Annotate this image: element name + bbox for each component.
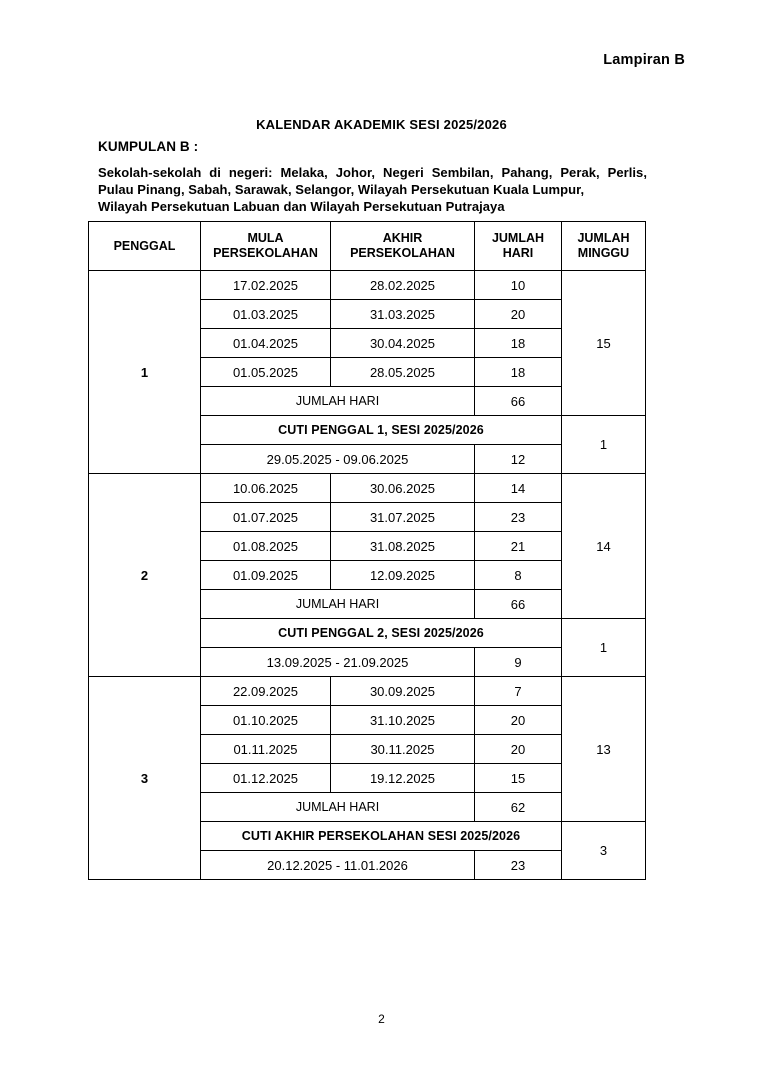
term-2-row-0-hari: 14 xyxy=(475,474,562,503)
term-1-row-2-mula: 01.04.2025 xyxy=(201,329,331,358)
term-2-total-label: JUMLAH HARI xyxy=(201,590,475,619)
term-2-holiday-title: CUTI PENGGAL 2, SESI 2025/2026 xyxy=(201,619,562,648)
term-2-row-2-hari: 21 xyxy=(475,532,562,561)
term-3-row-3-akhir: 19.12.2025 xyxy=(331,764,475,793)
column-header-akhir-line2: PERSEKOLAHAN xyxy=(350,246,455,260)
term-3-row-0-hari: 7 xyxy=(475,677,562,706)
term-3-row-0-mula: 22.09.2025 xyxy=(201,677,331,706)
column-header-akhir-line1: AKHIR xyxy=(382,231,423,245)
term-3-total-label: JUMLAH HARI xyxy=(201,793,475,822)
page-number: 2 xyxy=(378,1012,385,1026)
appendix-label: Lampiran B xyxy=(603,52,685,68)
group-label: KUMPULAN B : xyxy=(98,139,199,154)
term-1-row-1-hari: 20 xyxy=(475,300,562,329)
term-2-total-days: 66 xyxy=(475,590,562,619)
column-header-mula-line2: PERSEKOLAHAN xyxy=(213,246,318,260)
column-header-mula-line1: MULA xyxy=(247,231,284,245)
term-1-row-1-mula: 01.03.2025 xyxy=(201,300,331,329)
term-3-row-0-akhir: 30.09.2025 xyxy=(331,677,475,706)
term-1-holiday-title: CUTI PENGGAL 1, SESI 2025/2026 xyxy=(201,416,562,445)
term-1-row-2-hari: 18 xyxy=(475,329,562,358)
table-row xyxy=(89,474,646,503)
term-1-total-label: JUMLAH HARI xyxy=(201,387,475,416)
term-1-row-0-hari: 10 xyxy=(475,271,562,300)
term-2-row-2-akhir: 31.08.2025 xyxy=(331,532,475,561)
term-1-weeks: 15 xyxy=(562,271,646,416)
column-header-jumlah-hari xyxy=(475,222,562,271)
column-header-jumlah-minggu xyxy=(562,222,646,271)
term-3-weeks: 13 xyxy=(562,677,646,822)
column-header-jumlah-hari-line2: HARI xyxy=(502,246,534,260)
term-2-row-3-hari: 8 xyxy=(475,561,562,590)
term-1-row-3-hari: 18 xyxy=(475,358,562,387)
table-row xyxy=(89,271,646,300)
term-2-row-3-mula: 01.09.2025 xyxy=(201,561,331,590)
term-3-row-1-hari: 20 xyxy=(475,706,562,735)
group-description-line2: Wilayah Persekutuan Labuan dan Wilayah Persekutuan Putrajaya xyxy=(98,199,505,214)
academic-calendar-table xyxy=(88,221,646,880)
term-3-row-1-akhir: 31.10.2025 xyxy=(331,706,475,735)
term-1-holiday-days: 12 xyxy=(475,445,562,474)
table-header-row xyxy=(89,222,646,271)
column-header-mula xyxy=(201,222,331,271)
page-title: KALENDAR AKADEMIK SESI 2025/2026 xyxy=(256,117,507,132)
term-2-holiday-days: 9 xyxy=(475,648,562,677)
term-3-row-2-hari: 20 xyxy=(475,735,562,764)
term-2-holiday-range: 13.09.2025 - 21.09.2025 xyxy=(201,648,475,677)
term-3-total-days: 62 xyxy=(475,793,562,822)
term-2-weeks: 14 xyxy=(562,474,646,619)
group-description xyxy=(98,164,647,215)
table-row xyxy=(89,677,646,706)
term-3-row-3-hari: 15 xyxy=(475,764,562,793)
term-3-holiday-weeks: 3 xyxy=(562,822,646,880)
term-2-holiday-weeks: 1 xyxy=(562,619,646,677)
term-1-row-0-akhir: 28.02.2025 xyxy=(331,271,475,300)
term-2-row-0-akhir: 30.06.2025 xyxy=(331,474,475,503)
column-header-akhir xyxy=(331,222,475,271)
term-3-row-3-mula: 01.12.2025 xyxy=(201,764,331,793)
column-header-jumlah-minggu-line2: MINGGU xyxy=(577,246,630,260)
column-header-jumlah-minggu-line1: JUMLAH xyxy=(577,231,630,245)
term-2-row-2-mula: 01.08.2025 xyxy=(201,532,331,561)
term-2-row-1-mula: 01.07.2025 xyxy=(201,503,331,532)
term-1-total-days: 66 xyxy=(475,387,562,416)
column-header-jumlah-hari-line1: JUMLAH xyxy=(491,231,545,245)
term-3-holiday-title: CUTI AKHIR PERSEKOLAHAN SESI 2025/2026 xyxy=(201,822,562,851)
term-3-row-2-akhir: 30.11.2025 xyxy=(331,735,475,764)
group-description-line1: Sekolah-sekolah di negeri: Melaka, Johor, Negeri Sembilan, Pahang, Perak, Perlis, Pulau Pinang, Sabah, Sarawak, Selangor, Wilayah Persekutuan Kuala Lumpur, xyxy=(98,165,647,197)
term-1-holiday-range: 29.05.2025 - 09.06.2025 xyxy=(201,445,475,474)
term-2-row-0-mula: 10.06.2025 xyxy=(201,474,331,503)
term-1-row-0-mula: 17.02.2025 xyxy=(201,271,331,300)
term-2-row-1-akhir: 31.07.2025 xyxy=(331,503,475,532)
term-3-holiday-range: 20.12.2025 - 11.01.2026 xyxy=(201,851,475,880)
term-number-2: 2 xyxy=(89,474,201,677)
term-3-row-2-mula: 01.11.2025 xyxy=(201,735,331,764)
term-number-3: 3 xyxy=(89,677,201,880)
column-header-penggal-line1: PENGGAL xyxy=(113,238,176,253)
term-1-row-2-akhir: 30.04.2025 xyxy=(331,329,475,358)
term-1-row-3-mula: 01.05.2025 xyxy=(201,358,331,387)
term-number-1: 1 xyxy=(89,271,201,474)
term-2-row-3-akhir: 12.09.2025 xyxy=(331,561,475,590)
term-1-row-1-akhir: 31.03.2025 xyxy=(331,300,475,329)
column-header-penggal xyxy=(89,222,201,271)
term-2-row-1-hari: 23 xyxy=(475,503,562,532)
term-3-holiday-days: 23 xyxy=(475,851,562,880)
term-1-row-3-akhir: 28.05.2025 xyxy=(331,358,475,387)
term-1-holiday-weeks: 1 xyxy=(562,416,646,474)
term-3-row-1-mula: 01.10.2025 xyxy=(201,706,331,735)
